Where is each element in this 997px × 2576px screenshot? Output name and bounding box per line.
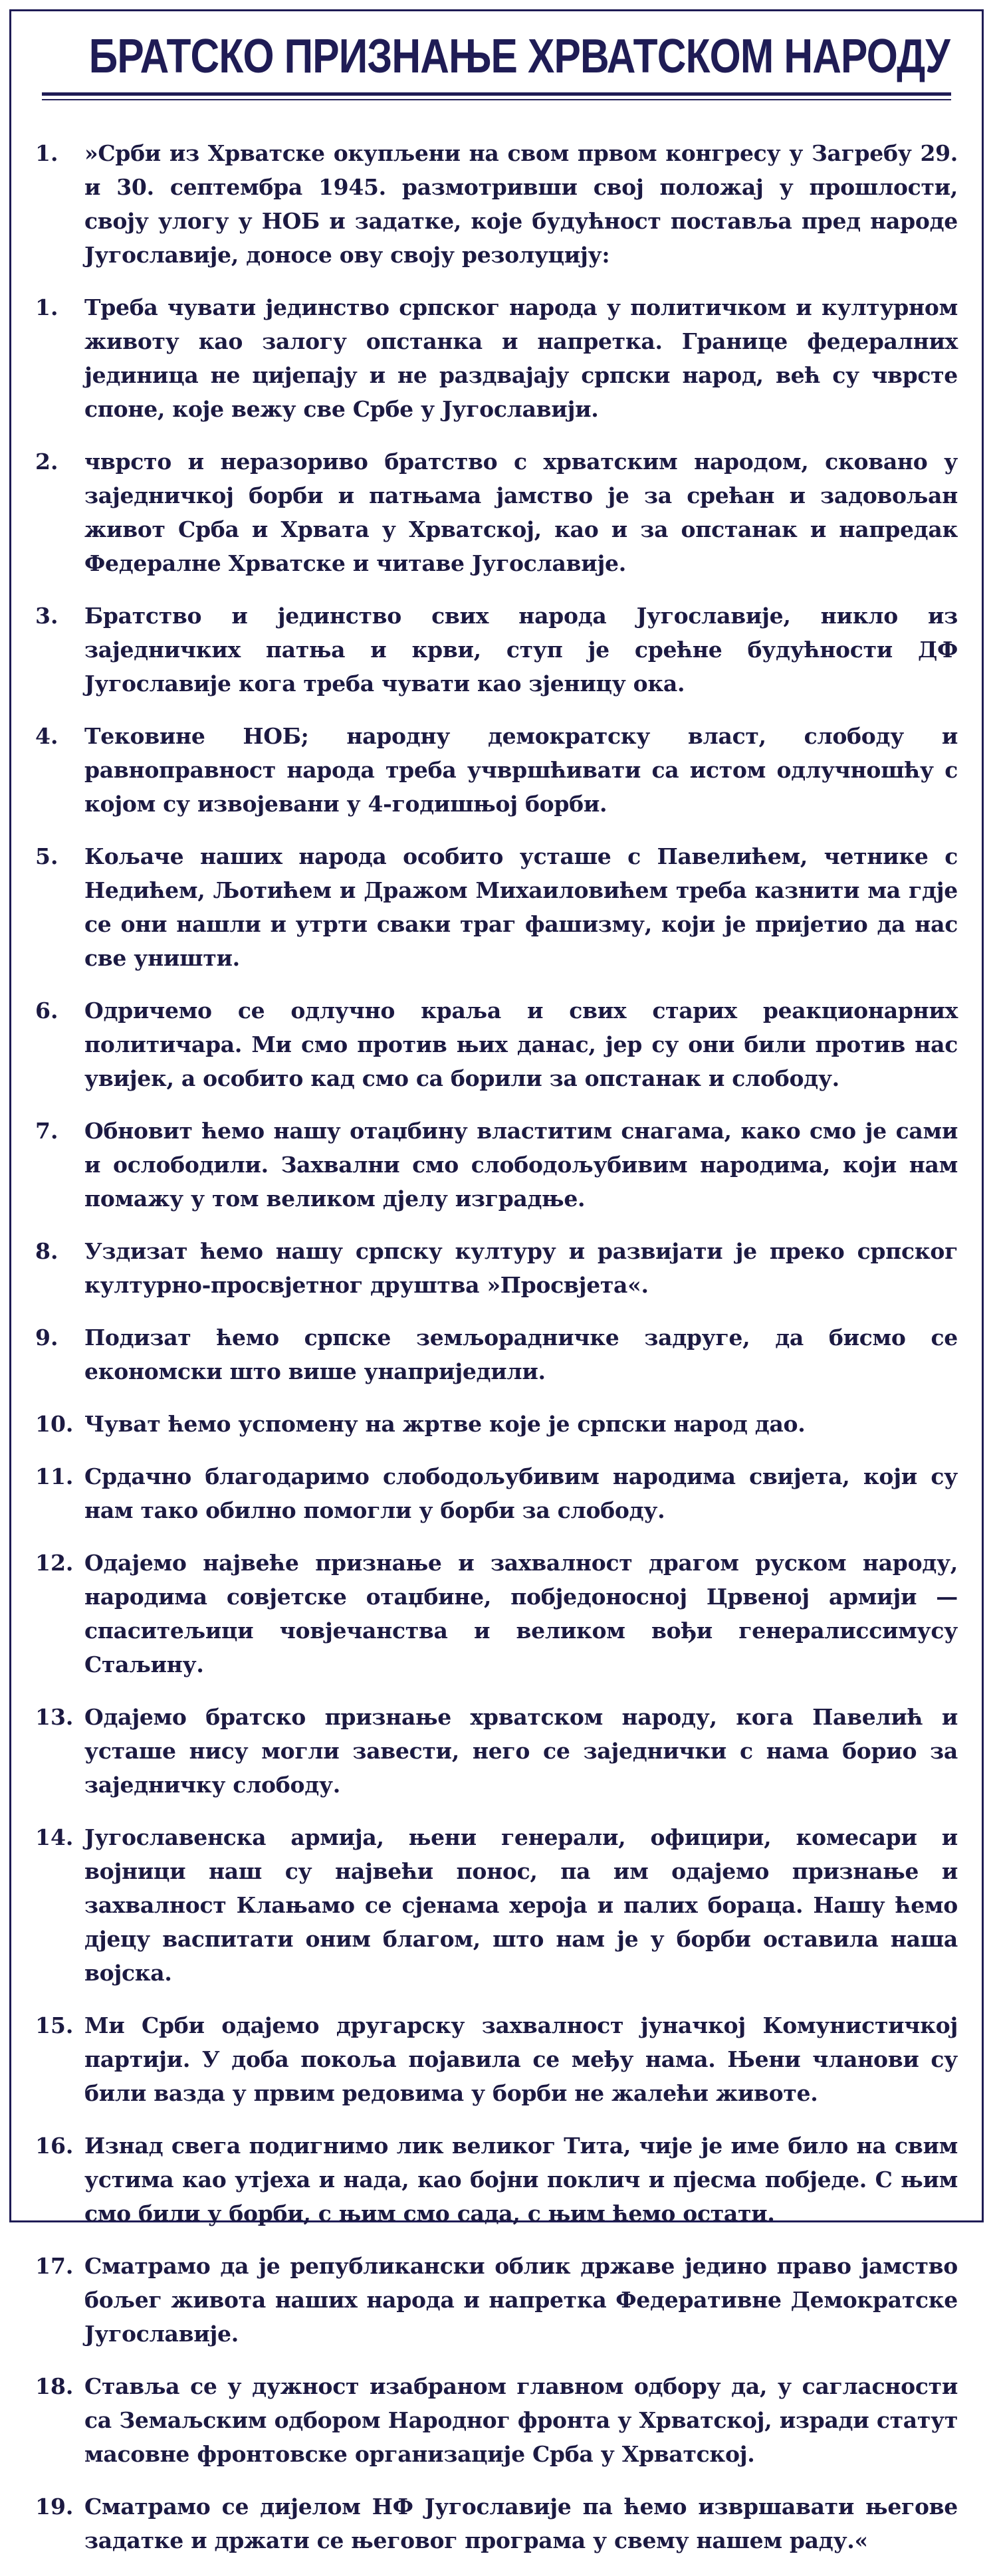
item-number: 2. — [35, 449, 58, 475]
item-number: 9. — [35, 1325, 58, 1350]
list-item — [35, 839, 958, 975]
list-item — [35, 1321, 958, 1388]
item-number: 14. — [35, 1824, 74, 1850]
item-number: 8. — [35, 1238, 58, 1264]
list-item — [35, 599, 958, 700]
item-text: Срдачно благодаримо слободољубивим народима свијета, који су нам тако обилно помогли у борби за слободу. — [84, 1463, 958, 1523]
item-number: 12. — [35, 1550, 74, 1576]
list-item — [35, 290, 958, 426]
list-item — [35, 2490, 958, 2557]
title-underline-thin — [42, 99, 951, 100]
item-text: чврсто и неразориво братство с хрватским народом, сковано у заједничкој борби и патњама јамство је за срећан и задовољан живот Срба и Хрвата у Хрватској, као и за опстанак и напредак Федералне Хрватске и читаве Југославије. — [84, 449, 958, 576]
list-item — [35, 2249, 958, 2351]
item-text: Уздизат ћемо нашу српску културу и развијати је преко српског културно-просвјетног друштва »Просвјета«. — [84, 1238, 958, 1298]
list-item — [35, 1820, 958, 1990]
item-text: Југославенска армија, њени генерали, официри, комесари и војници наш су највећи понос, па им одајемо признање и захвалност Клањамо се сјенама хероја и палих бораца. Нашу ћемо дјецу васпитати оним благом, што нам је у борби оставила наша војска. — [84, 1824, 958, 1986]
list-item — [35, 136, 958, 272]
list-item — [35, 994, 958, 1095]
item-number: 3. — [35, 603, 58, 629]
list-item — [35, 1234, 958, 1302]
list-item — [35, 1459, 958, 1527]
document-frame — [9, 9, 984, 2553]
item-text: Одричемо се одлучно краља и свих старих реакционарних политичара. Ми смо против њих данас, јер су они били против нас увијек, а особито кад смо са борили за опстанак и слободу. — [84, 998, 958, 1091]
item-number: 15. — [35, 2012, 74, 2038]
list-item — [35, 2369, 958, 2471]
item-number: 1. — [35, 294, 58, 320]
page-title: БРАТСКО ПРИЗНАЊЕ ХРВАТСКОМ НАРОДУ — [88, 30, 950, 83]
item-number: 7. — [35, 1118, 58, 1144]
item-number: 4. — [35, 723, 58, 749]
item-text: Тековине НОБ; народну демократску власт, слободу и равноправност народа треба учвршћивати са истом одлучношћу с којом су извојевани у 4-годишњој борби. — [84, 723, 958, 817]
list-item — [35, 1407, 958, 1441]
item-number: 1. — [35, 140, 58, 166]
list-item — [35, 1546, 958, 1681]
item-number: 17. — [35, 2253, 74, 2279]
item-number: 11. — [35, 1463, 74, 1489]
item-number: 16. — [35, 2133, 74, 2159]
item-text: Ми Срби одајемо другарску захвалност јуначкој Комунистичкој партији. У доба покоља појавила се међу нама. Њени чланови су били вазда у првим редовима у борби не жалећи животе. — [84, 2012, 958, 2106]
list-item — [35, 1114, 958, 1216]
item-number: 19. — [35, 2494, 74, 2520]
item-text: Изнад свега подигнимо лик великог Тита, чије је име било на свим устима као утјеха и нада, као бојни поклич и пјесма побједе. С њим смо били у борби, с њим смо сада, с њим ћемо остати. — [84, 2133, 958, 2226]
item-text: Обновит ћемо нашу отаџбину властитим снагама, како смо је сами и ослободили. Захвални смо слободољубивим народима, који нам помажу у том великом дјелу изградње. — [84, 1118, 958, 1212]
item-number: 18. — [35, 2373, 74, 2399]
list-item — [35, 1700, 958, 1802]
resolution-list — [35, 136, 958, 2576]
list-item — [35, 445, 958, 580]
item-text: Одајемо братско признање хрватском народу, кога Павелић и усташе нису могли завести, него се заједнички с нама борио за заједничку слободу. — [84, 1704, 958, 1798]
list-item — [35, 2129, 958, 2230]
item-number: 10. — [35, 1411, 74, 1437]
item-text: Сматрамо да је републикански облик државе једино право јамство бољег живота наших народа и напретка Федеративне Демократске Југославије. — [84, 2253, 958, 2347]
item-text: Треба чувати јединство српског народа у политичком и културном животу као залогу опстанка и напретка. Границе федералних јединица не цијепају и не раздвајају српски народ, већ су чврсте споне, које вежу све Србе у Југославији. — [84, 294, 958, 422]
title-underline — [42, 92, 951, 96]
list-item — [35, 719, 958, 821]
item-text: Ставља се у дужност изабраном главном одбору да, у сагласности са Земаљским одбором Народног фронта у Хрватској, изради статут масовне фронтовске организације Срба у Хрватској. — [84, 2373, 958, 2467]
item-text: »Срби из Хрватске окупљени на свом првом конгресу у Загребу 29. и 30. септембра 1945. размотривши свој положај у прошлости, своју улогу у НОБ и задатке, које будућност поставља пред народе Југославије, доносе ову своју резолуцију: — [84, 140, 958, 268]
item-number: 5. — [35, 843, 58, 869]
item-text: Одајемо највеће признање и захвалност драгом руском народу, народима совјетске отаџбине, побједоносној Црвеној армији — спаситељици човјечанства и великом вођи генералиссимусу Стаљину. — [84, 1550, 958, 1677]
item-text: Чуват ћемо успомену на жртве које је српски народ дао. — [84, 1411, 806, 1437]
item-number: 6. — [35, 998, 58, 1023]
item-number: 13. — [35, 1704, 74, 1730]
item-text: Сматрамо се дијелом НФ Југославије па ћемо извршавати његове задатке и држати се његовог програма у свему нашем раду.« — [84, 2494, 958, 2553]
list-item — [35, 2008, 958, 2110]
item-text: Кољаче наших народа особито усташе с Павелићем, четнике с Недићем, Љотићем и Дражом Михаиловићем треба казнити ма гдје се они нашли и утрти сваки траг фашизму, који је пријетио да нас све уништи. — [84, 843, 958, 971]
item-text: Братство и јединство свих народа Југославије, никло из заједничких патња и крви, ступ је срећне будућности ДФ Југославије кога треба чувати као зјеницу ока. — [84, 603, 958, 697]
item-text: Подизат ћемо српске земљорадничке задруге, да бисмо се економски што више унаприједили. — [84, 1325, 958, 1384]
